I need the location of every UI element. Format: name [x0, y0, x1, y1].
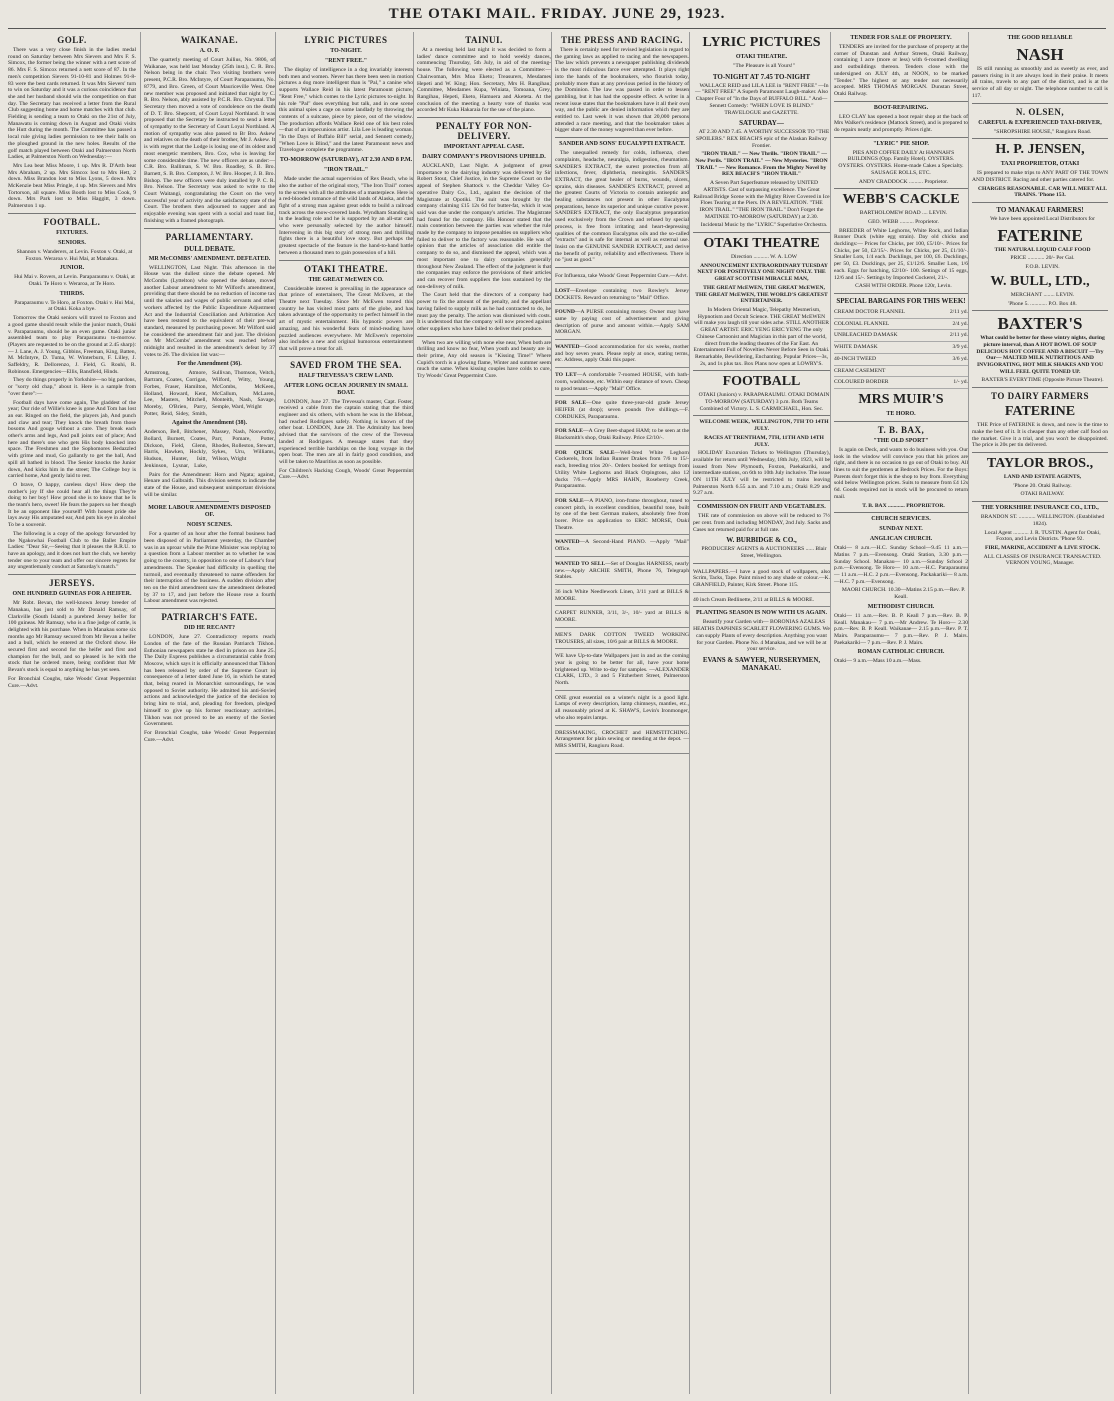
noes-list: Anderson, Bell, Bitchener, Bollard, Burnett, Coates, Dickson, Field, Glenn, Harris, Hawken, Hockly, Hudson, Hunter, Isitt, Jenkinson, Lysnar, Luke, Massey, Nash, Nosworthy, Parr, Pomare, Potter, Rhodes, Rolleston, Stewart, Sykes, Uru, Williams, Wilson, Wright — [144, 429, 275, 469]
golf-results: Mrs Lea beat Miss Moore, 1 up. Mrs R. D'Arth beat Mrs Abraham, 2 up. Mrs Simcox lost to Mrs Hett, 2 down. Miss Brandon lost to Miss Lyons, 5 down. Mrs McKenzie beat Miss Pringle, 4 up. Mrs Sievers and Mrs Tortorson, all square. Miss Booth lost to Miss Cook, 9 down. Mrs Park lost to Miss Haggitt, 3 down. Palmerston 1 up. — [8, 162, 136, 210]
divider — [417, 117, 551, 118]
nash-heading: NASH — [1016, 45, 1064, 64]
carpet-advert: CARPET RUNNER, 3/11, 3/-, 10/- yard at BILLS & MOORE. — [555, 608, 689, 627]
tonight-subheading: TO-NIGHT. — [330, 48, 362, 54]
rent-free-subheading: "RENT FREE." — [324, 58, 368, 64]
parliamentary-article: WELLINGTON, Last Night. This afternoon in the House was the dullest since the debate opened. Mr McCombs (Lyttelton) who opened the debate, moved another Labour amendment to Mr Wilford's amendment, providing that there should be no reduction of income tax until the salaries and wages of public servants and other workers affected by the Public Expenditure Adjustment Act and the Industrial Conciliation and Arbitration Act have been restored to the equivalent of their pre-war standard, measured by purchasing power. Mr Wilford said he considered the amendment fair and just. The division on Mr McCombs' amendment was reached before midnight and resulted in the amendment's defeat by 37 votes to 26. The division list was:— — [144, 264, 275, 358]
theatre-direction: Direction ........... W. A. LOW — [730, 254, 798, 261]
lyric-programme-2: AT 2.30 AND 7.45. A WORTHY SUCCESSOR TO "THE SPOILERS." REX BEACH'S epic of the Alaskan Railway Frontier. — [695, 129, 830, 149]
yorkshire-agent: Local Agent ........... J. R. TUSTIN. Agent for Otaki, Foxton, and Levin Districts. 'Phone 92. — [984, 529, 1101, 543]
taylor-phone: 'Phone 20. Otaki Railway. — [1013, 482, 1072, 489]
seniors-heading: SENIORS. — [58, 239, 86, 246]
webbs-heading: WEBB'S CACKLE — [842, 192, 960, 208]
bargain-price: 2/11 yd. — [949, 332, 968, 339]
bargain-price: 2/11 yd. — [949, 308, 968, 315]
wanted-notice — [555, 342, 689, 368]
divider — [693, 563, 830, 564]
divider — [972, 452, 1108, 453]
fixtures-heading: FIXTURES. — [56, 229, 88, 236]
lamps-advert: ONE great essential on a winter's night is a good light. Lamps of every description, lamp chimneys, mantles, etc., all reasonably priced at K. SHAW'S, Levin's Ironmonger, who also repairs lamps. — [555, 693, 689, 726]
webbs-address: BARTHOLOMEW ROAD .... LEVIN. — [859, 210, 948, 217]
methodist-services: Otaki— 11 a.m.—Rev. B. P. Keall 7 p.m.—Rev. B. P. Keall. Manakau— 7 p.m.—Mr Andrew. Te Horo— 2.30 p.m.—Rev. B. P. Keall. Waikanae— 2.15 p.m.—Rev. P. T. Mairs. Paraparaumu— 7 p.m.—Rev. P. J. Mairs. Paekakariki— 7 p.m.—Rev. P. J. Mairs. — [834, 612, 968, 646]
nash-body: IS still running as smoothly and as sweetly as ever, and passers rising in it are always loud in their praise. It meets all trains, travels to any part of the district, and is at the service of all day or night. The telephone number to call is 117. — [972, 66, 1108, 99]
lost-title: LOST — [555, 287, 570, 294]
divider — [190, 501, 229, 502]
catholic-services: Otaki— 9 a.m.—Mass 10 a.m.—Mass. — [834, 658, 922, 665]
jensen-heading: H. P. JENSEN, — [995, 142, 1085, 158]
piano-title: FOR SALE — [555, 497, 584, 504]
olsen-heading: N. OLSEN, — [1015, 106, 1065, 117]
good-reliable: THE GOOD RELIABLE — [1007, 35, 1073, 41]
holiday-excursion: HOLIDAY Excursion Tickets to Wellington (Thursday), available for return until Wednesday, 18th July, 1923, will be issued from New Plymouth, Foxton, Paekakariki, and intermediate stations, on 6th to 10th July inclusive. The issue ON 11TH JULY will be restricted to trains leaving Palmerston North 6.55 a.m. and 7.10 a.m.; Otaki 8.29 and 9.27 a.m. — [693, 450, 830, 497]
tolet-body: —A comfortable 7-roomed HOUSE, with bath-room, washhouse, etc. Within easy distance of town. Cheap to good tenant.—Apply "Mail" Office. — [555, 372, 689, 392]
juniors-fixtures: Hui Mai v. Rovers, at Levin. Paraparaumu v. Otaki, at Otaki. Te Horo v. Weraroa, at Te Horo. — [14, 274, 135, 287]
forsale1-title: FOR SALE — [555, 400, 587, 407]
divider — [834, 293, 968, 294]
waikanae-article: The quarterly meeting of Court Juilius, No. 9806, of Waikanae, was held last Monday (25th inst.), C. R. Bro. Nelson being in the chair. Two visiting brothers were present, P.C.R. Bro. McIntyre, of Court Paraparaumu, No. 8779, and Bro. Green, of Court Mauriceville West. One new member was proposed and initiated that night by C. R. Bro. Nelson, ably assisted by P.C.R. Bro. Chrystal. The Secretary then moved a vote of condolence on the death of D. T. Bro. Shepcott, of Court Loyal Northland. It was proposed that the Secretary be instructed to send a letter of sympathy to the Secretary of Court Loyal Northland. A motion of sympathy was also passed to Br Bro. Askew and relatives on the death of their brother, Mr J. Askew. It is with regret that the Lodge is losing one of its oldest and most energetic members, Bro. Cox, who is leaving for some considerable time. The new officers are as under:—C.R. Bro. Balliman, S. W. Bro. Roadley, S. B. Bro. Barnett, S. B. Bro. Compton, J. W. Bro. Hooper, J. B. Bro. Bishop. The new officers were duly installed by P. C. R. Bro. Nelson. The Secretary was asked to write to the Court Waitangi, congratulating the Court on the very successful year of activity and the satisfactory state of the Court. The brothers then adjourned to supper and an enjoyable evening was spent with a social and toast list, finishing with a framed photograph. — [144, 57, 275, 224]
jensen-charges: CHARGES REASONABLE. CAR WILL MEET ALL TRAINS. 'Phone 153. — [977, 185, 1108, 199]
football-article: Tomorrow the Otaki seniors will travel to Foxton and a good game should result while the junior match, Otaki v. Paraparaumu, should be an even game. Otaki junior assembled team to play Paraparaumu to-morrow. (Players are requested to be on the ground at 2.45 sharp):— J. Lane, A. J. Young, Gibbins, Freeman, King, Batten, M. McIntyre, D. Tuma, W. Winterburn, F. Lilley, J. Saffeldry, R. Dellorenzo, J. Field, G. Rouhi, R. Robinson. Emergencies—Ellis, Bansfield, Hinds. — [8, 315, 136, 375]
lyric-programme-3: A Seven Part Superfeature released by UNITED ARTISTS. Cast of surpassing excellence. The Great Railroad Bridge Scene with the Mighty River Covered in Ice Floes Tearing at the Piers. IN A REVELATION. "THE IRON TRAIL." "THE IRON TRAIL." Don't Forget the MATINEE TO-MORROW (SATURDAY) at 2.30. — [693, 180, 830, 220]
jensen-body: IS prepared to make trips to ANY PART OF THE TOWN AND DISTRICT. Racing and other parties catered for. — [972, 170, 1108, 183]
bargain-row — [834, 330, 968, 342]
divider — [834, 421, 968, 422]
penalty-subheading-2: DAIRY COMPANY'S PROVISIONS UPHELD. — [422, 154, 546, 161]
pie-proprietor: ANDY CRADDOCK .......... Proprietor. — [858, 178, 949, 185]
column-1 — [8, 32, 136, 1394]
divider — [279, 260, 413, 261]
column-5 — [551, 32, 689, 1394]
bargain-item: 40-INCH TWEED — [834, 355, 876, 362]
divider — [972, 103, 1108, 104]
quick-sale-notice — [555, 448, 689, 494]
theatre-subheading: THE GREAT McEWEN CO. — [308, 276, 384, 283]
parliamentary-article-2: Pairs for the Amendment: Horn and Ngata; against, Henare and Galbraith. This division seems to indicate the state of the House, and subsequent unimportant divisions will be similar. — [144, 471, 275, 498]
seniors-fixtures: Shannon v. Wanderers, at Levin. Foxton v. Otaki, at Foxton. Weraroa v. Hui Mai, at Manakau. — [16, 248, 133, 262]
column-2 — [140, 32, 275, 1394]
divider — [972, 501, 1108, 502]
wbull-sub: MERCHANT ........ LEVIN. — [1010, 291, 1075, 298]
bargain-row — [834, 366, 968, 378]
methodist-heading: METHODIST CHURCH. — [867, 603, 935, 610]
wallpaper-advert: WE have Up-to-date Wallpapers just in and as the coming year is going to be better for all, have your home brightened up. Write to-day for samples. —ALEXANDER CLARK, LTD., 3 and 5 Fitzherbert Street, Palmerston North. — [555, 651, 689, 691]
mcewen-list: THE GREAT McEWEN, THE GREAT McEWEN, THE GREAT McEWEN, THE WORLD'S GREATEST ENTERTAINER. — [695, 284, 828, 305]
penalty-article-2: The Court held that the directors of a company had power to fix the amount of the penalty, and the appellant having failed to supply milk as he had contracted to do, he must pay the penalty. The action was dismissed with costs. It is understood that the company will now proceed against other suppliers who have failed to deliver their produce. — [417, 292, 551, 332]
pie-heading: "LYRIC" PIE SHOP. — [873, 140, 929, 147]
otaki-theatre-advert-heading: OTAKI THEATRE — [703, 236, 820, 252]
divider — [834, 137, 968, 138]
divider — [834, 512, 968, 513]
noisy-subheading: NOISY SCENES. — [186, 522, 233, 529]
divider — [972, 387, 1108, 388]
bax-subheading: "THE OLD SPORT" — [873, 437, 929, 444]
taylor-address: OTAKI RAILWAY. — [1020, 491, 1065, 498]
for-sale-heifer — [555, 398, 689, 424]
found-title: FOUND — [555, 309, 575, 316]
divider — [8, 574, 136, 575]
saved-subheading: HALF TREVESSA'S CREW LAND. — [298, 372, 394, 379]
lyric-saturday: SATURDAY— — [739, 119, 784, 128]
maori-services: MAORI CHURCH. 10.30—Matins 2.15 p.m.—Rev. P. Keall. — [841, 587, 966, 601]
yorkshire-fire: FIRE, MARINE, ACCIDENT & LIVE STOCK. — [984, 544, 1101, 551]
anglican-services: Otaki— 8 a.m.—H.C. Sunday School—9.45 11 a.m.—Matins 7 p.m.—Evensong. Otaki Station, 3.30 p.m.—Sunday School. Manakau— 10 a.m.—Sunday School 2 p.m.—Evensong. Te Horo— 10 a.m.—H.C. Paraparaumu— 11 a.m.—H.C. 2 p.m.—Evensong. Packakariki— 8 a.m.—H.C. 7 p.m.—Evensong. — [834, 545, 968, 585]
burbidge-body: PRODUCERS' AGENTS & AUCTIONEERS ...... Blair Street, Wellington. — [701, 546, 827, 559]
ayes-heading: For the Amendment (36). — [177, 361, 242, 368]
to-let-notice — [555, 370, 689, 396]
peppermint-advert: For Bronchial Coughs, take Woods' Great Peppermint Cure.—Advt. — [144, 729, 275, 743]
lyric-tonight: TO-NIGHT AT 7.45 TO-NIGHT — [712, 72, 811, 81]
patriarch-article: LONDON, June 27. Contradictory reports reach London of the fate of the Russian Patriarch Tikhon. Esthonian newspapers state he died in prison on June 25. The Daily Express publishes a circumstantial cable from Moscow, which says it is officially announced that Tikhon has been released by order of the Supreme Court in consequence of a letter dated June 16, in which he stated that, being reared in Monarchist surroundings, he was opposed to Soviet authority. He admitted his anti-Soviet actions and acknowledged the justice of the decision to bring him to trial, and, pleading for freedom, pledged himself to give up his former reactionary activities. Tikhon was not proved to be an enemy of the Soviet Government. — [144, 634, 275, 728]
penalty-article: AUCKLAND, Last Night. A judgment of great importance to the dairying industry was delivered by Sir Robert Stout, Chief Justice, in the Supreme Court on the appeal of Stephen Shattock v. the Cheddar Valley Co-operative Dairy Co., Ltd., against the decision of the Magistrate at Opotiki. The suit was brought by the company claiming £15 12s 6d for butter-fat, which it was said was due under the company's articles. The Magistrate had found for the company. His Honour stated that the main contention between the parties was whether the rule made by the company to impose penalties on suppliers who failed to deliver to the factory was reasonable. He was of opinion that the articles of association did entitle the company to do so, and dismissed the appeal, which was a most important one to dairy companies generally throughout New Zealand. The effect of the judgment is that the companies may enforce the provisions of their articles and can recover from suppliers the loss sustained by the non-delivery of milk. — [417, 163, 551, 290]
press-heading: THE PRESS AND RACING. — [560, 35, 684, 45]
lyric-programme: WALLACE REID and LILA LEE in "RENT FREE" —In— "RENT FREE" A Superb Paramount Laugh-maker. Also Chapter Four of "In the Days of BUFFALO BILL." And— Sennett Comedy: "WHEN LOVE IS BLIND." TRAVELOGUE and GAZETTE. — [694, 82, 829, 116]
peppermint-advert: For Children's Hacking Cough, Woods' Great Peppermint Cure.—Advt. — [279, 467, 413, 481]
bargain-item: COLONIAL FLANNEL — [834, 320, 890, 327]
wallpapers-advert: WALLPAPERS.—I have a good stock of wallpapers, also Scrim, Tacks, Tape. Paint mixed to any shade or colour.—K. GRANFIELD, Painter, Kirk Street. Phone 115. — [693, 567, 830, 593]
influenza-advert: For Influenza, take Woods' Great Peppermint Cure.—Advt. — [555, 271, 689, 284]
church-heading: CHURCH SERVICES. — [871, 516, 931, 523]
boot-heading: BOOT-REPAIRING. — [873, 104, 929, 111]
wanted-body: —Good accommodation for six weeks, mother and boy seven years. Please reply at once, stating terms, etc. Address, apply Otaki this paper. — [555, 344, 689, 364]
lyric-heading: LYRIC PICTURES — [304, 35, 388, 45]
penalty-heading: PENALTY FOR NON-DELIVERY. — [435, 121, 533, 142]
divider — [693, 232, 830, 233]
found-body: —A PURSE containing money. Owner may have same by paying cost of advertisement and giving description of purse and amount within.—Apply SAM MORGAN. — [555, 309, 689, 336]
divider — [693, 415, 830, 416]
olsen-address: "SHROPSHIRE HOUSE," Rangiuru Road. — [993, 128, 1092, 135]
bax-body: Is again on Deck, and wants to do business with you. Our look in the window will convince you that his prices are right, and there is no occasion to go out of Otaki to buy. All lines to suit the gentlemen at Bedrock Prices. For the Boys: Parents don't forget this is the shop to buy from. Everything sold below Wellington prices. Suits to measure from £4 12s 6d. Goods required not in stock will be procured to return mail. — [834, 446, 968, 500]
wanted-title: WANTED — [555, 344, 580, 351]
bax-heading: T. B. BAX, — [877, 424, 925, 435]
lyric-pleasure: "The Pleasure is all Yours!" — [733, 63, 795, 69]
divider — [972, 202, 1108, 203]
theatre-announcement: ANNOUNCEMENT EXTRAORDINARY TUESDAY NEXT FOR POSITIVELY ONE NIGHT ONLY. THE GREAT SCOTTISH MIRACLE MAN, — [697, 262, 828, 283]
bargain-item: CREAM DOCTOR FLANNEL — [834, 308, 906, 315]
sanders-advert: The unequalled remedy for colds, influenza, chest complaints, headache, neuralgia, indigestion, rheumatism. SANDER'S EXTRACT, the surest protection from all infections, fever, diphtheria, meningitis. SANDER'S EXTRACT, the great healer of burns, wounds, ulcers, sprains, skin diseases. SANDER'S EXTRACT, proved at the greatest Courts of Victoria to contain antiseptic and healing substances not present in other Eucalyptus preparations, hence its superior and unique curative power. SANDER'S EXTRACT, the only Eucalyptus preparation used exclusively from the Crown and refused by special process, is free from irritating and heart-depressing qualities of the common Eucalyptus oils and the so-called "extracts" and is safe for internal as well as external use. Insist on the GENUINE SANDER EXTRACT, and derive the benefit of purity, reliability and effectiveness. There is no "just as good." — [555, 150, 689, 264]
evans-sawyer: EVANS & SAWYER, NURSERYMEN, MANAKAU. — [702, 656, 821, 672]
piano-body: —A PIANO, iron-frame throughout, tuned to concert pitch, in excellent condition, beautiful tone, built by one of the best German makers, absolutely free from borer. Price on application to ERIC MORSE, Otaki Theatre. — [555, 497, 689, 531]
bargain-price: 3/9 yd. — [952, 344, 968, 351]
bargain-item: UNBLEACHED DAMASK — [834, 332, 898, 339]
wbull-heading: W. BULL, LTD., — [990, 273, 1090, 289]
webbs-cash: CASH WITH ORDER. Phone 120r, Levin. — [855, 283, 952, 290]
muirs-heading: MRS MUIR'S — [858, 391, 944, 407]
wbull-phone: 'Phone 5. ............ P.O. Box 48. — [1008, 300, 1077, 307]
church-subheading: SUNDAY NEXT. — [879, 526, 923, 533]
wanted3-title: WANTED TO SELL — [555, 560, 606, 567]
poem-intro: They do things properly in Yorkshire—no big pardons, or "sorry old chap," about it. Here is a sample from "over there":— — [8, 377, 136, 397]
welcome-week: WELCOME WEEK, WELLINGTON, 7TH TO 14TH JULY. — [699, 419, 829, 433]
jerseys-article: Mr Robt. Bevan, the well-known Jersey breeder of Manakau, has just sold to Mr Donald Ramsay, of Clarkville (South Island) a purebred Jersey heifer for 100 guineas. Mr Ramsay, who is a fine judge of cattle, is delighted with his purchase. When in Manakau some six months ago Mr Ramsay secured from Mr Bevan a heifer and a bull, which he entered at the Oxford show. He secured first and second for the heifer and first and champion for the bull, and so pleased is he with the stock that he ordered more, being confident that Mr Bevan's stock is equal to anything he has yet seen. — [8, 600, 136, 674]
football-heading: FOOTBALL. — [43, 216, 101, 227]
column-3 — [275, 32, 413, 1394]
tainui-article: At a meeting held last night it was decided to form a ladies' dance committee and to hold weekly dances, commencing Thursday, 5th July, in aid of the meeting-house. The following were elected as a Committee:—Chairwoman, Mrs Moa Eketo; Treasurers, Mesdames Hepeti and W. King; Hon. Secretary, Mrs H. Rangihau; Committee, Mesdames Kupa, Winiata, Tomoana, Grey, Rangihau, Hepeti, Eketo, Hamuera and Aketeta. At the conclusion of the meeting a hearty vote of thanks was accorded Mr Kuka Hakaraia for the use of the piano. — [417, 47, 551, 114]
football-advert-heading: FOOTBALL — [722, 374, 801, 390]
muirs-subheading: TE HORO. — [886, 410, 916, 417]
bargain-price: 3/6 yd. — [952, 355, 968, 362]
column-8 — [968, 32, 1108, 1394]
bargain-row — [834, 354, 968, 366]
iron-trail-subheading: "IRON TRAIL." — [323, 167, 369, 174]
taylor-heading: TAYLOR BROS., — [986, 455, 1094, 471]
bargains-heading: SPECIAL BARGAINS FOR THIS WEEK! — [836, 296, 966, 305]
jerseys-subheading: ONE HUNDRED GUINEAS FOR A HEIFER. — [12, 591, 132, 598]
bargain-row — [834, 319, 968, 331]
divider — [693, 370, 830, 371]
bedlinette-advert: 40 inch Cream Bedlinette, 2/11 at BILLS & MOORE. — [693, 595, 830, 608]
kissing-time-advert: When two are willing with none else near, When both are thrilling and know no fear, When youth and beauty are in their prime, Any old season is "Kissing Time!" Where Cupid's torch is a glowing flame, Winter and summer seem much the same. When kissing couples have colds to cure, Try Woods' Great Peppermint Cure. — [417, 339, 551, 380]
anglican-heading: ANGLICAN CHURCH. — [869, 536, 933, 543]
football-poem: Football days have come again, The gladdest of the year; Our ride of Willie's knee is gone And Tom has lost an ear. Ringed on the field, the players jab, And punch and claw and tear; They knock the breath from those bosoms And gouge without a care. They break each other's arms and legs, And pull joints out of place; And here and there's one who gets His body knocked into space. The Freshmen and the Sophomores Bedazzled with grime and mud, Go gallantly to get the ball, And spill all bathed in blood. The Senior knocks the Junior down, And kicks him in the street; The College boy is carried home, And gently laid to rest. — [8, 399, 136, 480]
lost-body: —Envelope containing two Rowley's Jersey DOCKETS. Reward on returning to "Mail" Office. — [555, 287, 689, 301]
dairy-farmers-heading: TO DAIRY FARMERS — [990, 391, 1090, 402]
catholic-heading: ROMAN CATHOLIC CHURCH. — [857, 649, 945, 656]
press-article: There is certainly need for revised legislation in regard to the gaming laws as applied to racing and the newspapers. The law which prevents a newspaper publishing dividends is the most ridiculous farce ever attempted. It plays right into the hands of the bookmakers, who flourish today, probably more than at any previous period in the history of the Dominion. The law was passed in order to lessen gambling, but it has had the opposite effect. A writer in a recent issue states that the bookmakers have it all their own way, and the public are denied information which they are entitled to. Last week it was shown that 20,000 persons attended a race meeting, and that the bookmaker takes a bigger share of the money wagered than ever before. — [555, 47, 689, 134]
yorkshire-heading: THE YORKSHIRE INSURANCE CO., LTD., — [981, 505, 1099, 512]
yorkshire-classes: ALL CLASSES OF INSURANCE TRANSACTED. VERNON YOUNG, Manager. — [983, 553, 1102, 567]
faterine-heading-2: FATERINE — [1004, 404, 1076, 420]
apology-article: The following is a copy of the apology forwarded by the Ngakowhai Football Club to the Ballet Empire Ladies: "Dear Sir,—Seeing that it pleases the R.R.U. to have an apology, and it does not hurt the club, we hereby tender one to your team and offer our sincere regrets for any ungentlemanly conduct at Saturday's match." — [8, 530, 136, 571]
penalty-subheading: IMPORTANT APPEAL CASE. — [443, 144, 525, 151]
baxters-heading: BAXTER'S — [997, 314, 1083, 334]
football-advert-body: OTAKI (Juniors) v. PARAPARAUMU. OTAKI DOMAIN TO-MORROW (SATURDAY) 3 p.m. Both Teams Combined of Victory. L. S. CARMICHAEL, Hon. Sec. — [698, 392, 830, 412]
wanted2-body: —A Second-Hand PIANO. —Apply "Mail" Office. — [555, 539, 689, 553]
divider — [972, 138, 1108, 139]
lyric-advert-heading: LYRIC PICTURES — [702, 35, 821, 50]
jensen-subheading: TAXI PROPRIETOR, OTAKI — [1000, 161, 1080, 168]
forsale2-title: FOR SALE — [555, 428, 584, 435]
peppermint-advert: For Bronchial Coughs, take Woods' Great Peppermint Cure.—Advt. — [8, 675, 136, 689]
divider — [834, 101, 968, 102]
planting-heading: PLANTING SEASON IS NOW WITH US AGAIN. — [696, 610, 827, 617]
parliamentary-subheading: DULL DEBATE. — [184, 244, 235, 253]
webbs-proprietor: GEO. WEBB .......... Proprietor. — [868, 218, 939, 225]
lost-notice — [555, 286, 689, 305]
wanted-sell-notice — [555, 559, 689, 585]
patriarch-heading: PATRIARCH'S FATE. — [161, 612, 258, 623]
bargain-row — [834, 342, 968, 354]
divider — [144, 608, 275, 609]
trentham-races: RACES AT TRENTHAM, 7TH, 11TH AND 14TH JULY. — [704, 434, 824, 448]
labour-article: For a quarter of an hour after the formal business had been disposed of in Parliament yesterday, the Chamber was in an uproar while the Prime Minister was replying to a question from a Labour member as to whether he was going to the country, in opposition to one of Labour's four amendments. The Speaker had difficulty in quelling the turmoil, and eventually threatened to name offenders for their interruption of the business. A sudden division after ten on the third amendment saw the amendment defeated by 37 to 17, and just before the House rose a fourth Labour amendment was rejected. — [144, 531, 275, 605]
saved-subheading-2: AFTER LONG OCEAN JOURNEY IN SMALL BOAT. — [284, 382, 408, 396]
found-notice — [555, 307, 689, 340]
forsale3-body: —Well-bred White Leghorn Cockerels, from Indian Runner Drakes from 7/6 to 15/- each, breeding trios 20/-. Orders booked for settings from Utility White Leghorns and Black Orpingtons, also 12 ducks 7/6.—Apply MRS HAHN, Roseberry Creek, Paraparaumu. — [555, 449, 689, 490]
faterine-price: PRICE ............ 20/- Per Gal. — [1010, 255, 1075, 262]
commission-heading: COMMISSION ON FRUIT AND VEGETABLES. — [697, 504, 826, 511]
iron-trail-list: "IRON TRAIL" — New Thrills. "IRON TRAIL" — New Perils. "IRON TRAIL" — New Mysteries. "IRON TRAIL" — New Romance. From the Mighty Novel by REX BEACH'S "IRON TRAIL" — [695, 151, 828, 178]
forsale1-body: —One quite three-year-old grade Jersey HEIFER (at drop); seven pounds five shillings.—F. CORDUKES, Paraparaumu. — [555, 400, 689, 420]
bargain-list — [834, 307, 968, 389]
forsale3-title: FOR QUICK SALE — [555, 449, 615, 456]
thirds-heading: THIRDS. — [59, 290, 85, 297]
webbs-body: BREEDER of White Leghorns, White Rock, and Indian Runner Duck (white egg strain). Day old chicks and ducklings:— Prices for Chicks, per 100, £5/10/-. Prices for Chicks, per 50, £2/15/-. Prices for Chicks, per 25, £1/10/-. Smaller Lots, 1/4 each. Ducklings, per 100, £6. Ducklings, per 50, £3. Ducklings, per 25, £1/12/6. Smaller Lots, 1/6 each. Eggs for hatching, £2/10/- 100. Settings of 15 eggs, 12/6 and 15/-. Settings by Imported Cockerel, 21/-. — [834, 227, 968, 281]
boot-body: LEO CLAY has opened a boot repair shop at the back of Mrs Walker's residence (Mattock Street), and is prepared to do repairs neatly and promptly. Prices right. — [834, 113, 968, 134]
parliamentary-subheading-2: MR McCOMBS' AMENDMENT. DEFEATED. — [148, 255, 271, 262]
column-7 — [830, 32, 968, 1394]
patriarch-subheading: DID HE RECANT? — [183, 625, 235, 632]
bargain-item: COLOURED BORDER — [834, 379, 889, 386]
faterine-body: THE Price of FATERINE is down, and now is the time to make the best of it. It is cheaper than any other calf food on the market. Give it a trial, and you won't be disappointed. The price is 20s per tin delivered. — [972, 422, 1108, 449]
planting-body: Beautify your Garden with— BORONIAS AZALEAS HEATHS DAPHNES SCARLET FLOWERING GUMS. We can supply Plants of every description. Anything you want for your Garden. Phone No. 4 Manakau, and we will be at your service. — [693, 619, 830, 653]
faterine-sub: THE NATURAL LIQUID CALF FOOD — [994, 246, 1091, 253]
thirds-fixtures: Paraparaumu v. Te Horo, at Foxton. Otaki v. Hui Mai, at Otaki. Koka a bye. — [14, 299, 135, 313]
pie-body: PIES AND COFFEE DAILY At HANNAH'S BUILDINGS (Opp. Family Hotel). OYSTERS. OYSTERS. OYSTERS. Home-made Cakes a Specialty. SAUSAGE ROLLS, ETC. — [838, 149, 964, 176]
dressmaking-advert: DRESSMAKING, CROCHET and HEMSTITCHING. Arrangement for plain sewing or mending at the depot. — MRS SMITH, Rangiuru Road. — [555, 728, 689, 754]
noes-heading: Against the Amendment (38). — [172, 420, 247, 427]
divider — [834, 188, 968, 189]
for-sale-ham — [555, 426, 689, 445]
divider — [144, 228, 275, 229]
tolet-title: TO LET — [555, 372, 577, 379]
ayes-list: Armstrong, Atmore, Bartram, Coates, Corrigan, Forbes, Fraser, Hamilton, Holland, Howard, Kent, Lee, Masters, Mitchell, Moreby, O'Brien, Parry, Potter, Reid, Sidey, Smith, Sullivan, Thomson, Veitch, Wilford, Witty, Young, McCombs, McKeen, McCallum, McLaren, Monteith, Nash, Savage, Semple, Ward, Wright — [144, 370, 275, 417]
jerseys-heading: JERSEYS. — [49, 578, 95, 589]
commission-body: THE rate of commission on above will be reduced to 7½ per cent. from and including MONDAY, 2nd July. Sacks and Cases not returned paid for at full rate. — [693, 513, 830, 533]
faterine-fob: F.O.B. LEVIN. — [1025, 264, 1060, 271]
mcewen-details: In Modern Oriental Magic, Telepathy Mesmerism, Hypnotism and Occult Science. THE GREAT McEWEN will make you laugh till your sides ache. STILL ANOTHER GREAT ARTIST. ERIC YENG ERIC YENG The only Chinese Cartoonist and Magician in this part of the world, direct from the leading theatres of the Far East. An Entertainment Full of Novelties Never Before Seen in Otaki. Remarkable, Bewildering, Enchanting. Popular Prices—3s, 2s, and 1s plus tax. Box Plans now open at LOWRY'S. — [693, 306, 830, 367]
linen-advert: 36 inch White Needlework Linen, 3/11 yard at BILLS & MOORE. — [555, 587, 689, 606]
column-6 — [689, 32, 830, 1394]
forsale2-body: —A Grey Beet-shaped HAM; to be seen at the Blacksmith's shop, Otaki Railway. Price £2/10/-. — [555, 428, 689, 442]
football-poem-2: O brave, O happy, careless days! How deep the mother's joy If she could hear all the things They're doing to her boy! How proud she is to know that he Is the team's hero, sweet! He fears the papers so her though It be an opponent like yourself! With honest pride she lays away His amputated ear, And puts his eye in alcohol To be a souvenir. — [8, 481, 136, 529]
farmers-body: We have been appointed Local Distributors for — [990, 216, 1095, 223]
bargain-row — [834, 307, 968, 319]
bargain-price: 1/- yd. — [953, 379, 968, 386]
tender-heading: TENDER FOR SALE OF PROPERTY. — [850, 35, 952, 41]
sanders-heading: SANDER AND SONS' EUCALYPTI EXTRACT. — [559, 141, 685, 148]
parliamentary-heading: PARLIAMENTARY. — [165, 231, 254, 242]
divider — [8, 213, 136, 214]
aof-subheading: A. O. F. — [199, 48, 220, 54]
divider — [417, 336, 551, 337]
bargain-item: WHITE DAMASK — [834, 344, 878, 351]
juniors-heading: JUNIOR. — [59, 265, 85, 272]
wanted-piano-notice — [555, 537, 689, 556]
trousers-advert: MEN'S DARK COTTON TWEED WORKING TROUSERS, all sizes, 10/6 pair at BILLS & MOORE. — [555, 630, 689, 649]
piano-sale-notice — [555, 496, 689, 536]
faterine-heading: FATERINE — [997, 225, 1083, 245]
divider — [693, 500, 830, 501]
labour-heading: MORE LABOUR AMENDMENTS DISPOSED OF. — [148, 505, 271, 519]
lyric-advert-sub: OTAKI THEATRE. — [735, 54, 788, 60]
taylor-sub: LAND AND ESTATE AGENTS, — [1003, 473, 1082, 480]
divider — [279, 356, 413, 357]
saved-article: LONDON, June 27. The Trevessa's master, Capt. Foster, received a cable from the captain stating that the third engineer and six others, with whom he was in the lifeboat, had reached Rodrigues safely. Nothing is known of the other boat. LONDON, June 28. The Admiralty has been advised that the survivors of the crew of the Trevessa landed at Rodrigues. A message states that they experienced terrible hardships on the long voyage in the open boat. The men are all in fairly good condition, and will be taken to Mauritius as soon as possible. — [279, 398, 413, 465]
lyric-article-2: Made under the actual supervision of Rex Beach, who is also the author of the original story, "The Iron Trail" comes to the screen with all the attributes of a masterpiece. Here is a red-blooded romance of the wild lands of Alaska, and the fight of a strong man against great odds to build a railroad track across the snow-covered lands. Wyndham Standing is in the leading role and he is supported by an all-star cast who were personally selected by the author himself. Intervening in this big story of strong men and thrilling fights there is a beautiful love story. But perhaps the greatest spectacle of the feature is the hand-to-hand battle between a thousand men to gain possession of a hill. — [279, 176, 413, 256]
tainui-heading: TAINUI. — [465, 35, 503, 45]
divider — [555, 267, 689, 268]
divider — [972, 310, 1108, 311]
waikanae-heading: WAIKANAE. — [180, 35, 239, 45]
tomorrow-subheading: TO-MORROW (SATURDAY), AT 2.30 AND 8 P.M. — [279, 157, 413, 164]
golf-article: There was a very close finish in the ladies medal round on Saturday between Mrs Sievers and Mrs F. S. Simcox, the former being the winner with a nett score of 86. Mrs F. S. Simcox returned a nett score of 87. In the men's competition Sievers 91-10-81 and Holmes 91-8-83 were the best cards returned. It was Mrs Sievers' turn to win on Saturday and it was a curious coincidence that she and her husband should win the competition on that day. The Secretary has received a letter from the Rural Club suggesting home and home matches with that club. Fielding is sending a team to Otaki on the 21st of July, Manawatu is coming down in August and Otaki visits the Hutt during the month. The Committee has passed a local rule giving ladies permission to tee their balls on the ploughed ground in the new holes. Results of the golf match played between Otaki and Palmerston North Ladies, at Palmerston North on Wednesday:— — [8, 47, 136, 161]
golf-heading: GOLF. — [57, 35, 87, 45]
masthead: THE OTAKI MAIL. FRIDAY. JUNE 29, 1923. — [388, 6, 726, 22]
bargain-item: CREAM CASEMENT — [834, 367, 886, 374]
bargain-price: 2/4 yd. — [952, 320, 968, 327]
theatre-article: Considerable interest is prevailing in the appearance of that prince of entertainers, The Great McEwen, at the Theatre next Tuesday. Since Mr McEwen toured this country he has visited most parts of the globe, and has taken advantage of the opportunity to perfect himself in the art of mystic entertainment. His hypnotic powers are amazing, and his wonderful feats of mind-reading have puzzled audiences everywhere. Mr McEwen's repertoire also includes a new and original humorous entertainment that will prove a treat for all. — [279, 285, 413, 352]
wanted3-body: —Set of Douglas HARNESS, nearly new.—Apply ARCHIE SMITH, Phone 76, Telegraph Stables. — [555, 560, 689, 581]
tender-body: TENDERS are invited for the purchase of property at the corner of Dunstan and Arthur Streets, Otaki Railway, containing 1 acre (more or less) with 6-roomed dwelling and outbuildings thereon. Tenders close with the undersigned on JULY 4th, at NOON, to be marked "Tender." The highest or any tender not necessarily accepted. MRS THOMAS MORGAN. Dunstan Street, Otaki Railway. — [834, 44, 968, 97]
lyric-music: Incidental Music by the "LYRIC" Superlative Orchestra. — [700, 222, 828, 229]
lyric-article: The display of intelligence in a dog invariably interests both men and women. Never has there been seen in motion pictures a dog more intelligent than is "Pal," a canine who supports Wallace Reid in his latest Paramount picture, "Rent Free," which comes to the Lyric pictures to-night. In his role "Pal" does everything but talk, and in one scene this animal spies a cage on some landlady by throwing the contents of a suitcase, piece by piece, out of the window. The production affords Wallace Reid one of his best roles—that of an impecunious artist. Lila Lee is leading woman. "In the Days of Buffalo Bill" serial, and Sennett comedy, "When Love is Blind," and the latest Paramount news and Travelogue complete the programme. — [279, 67, 413, 154]
divider — [555, 137, 689, 138]
masthead-rule — [8, 28, 1106, 29]
burbidge-heading: W. BURBIDGE & CO., — [726, 536, 797, 545]
baxters-footer: BAXTER'S EVERYTIME (Opposite Picture Theatre). — [981, 377, 1104, 384]
farmers-heading: TO MANAKAU FARMERS! — [996, 206, 1084, 215]
yorkshire-body: BRANDON ST. ............ WELLINGTON. (Established 1824). — [980, 514, 1105, 527]
bargain-row — [834, 377, 968, 389]
saved-heading: SAVED FROM THE SEA. — [290, 359, 402, 370]
column-4 — [413, 32, 551, 1394]
bax-proprietor: T. B. BAX ............ PROPRIETOR. — [862, 502, 945, 509]
theatre-heading: OTAKI THEATRE. — [303, 263, 389, 274]
olsen-subheading: CAREFUL & EXPERIENCED TAXI-DRIVER, — [978, 119, 1102, 126]
wanted2-title: WANTED — [555, 539, 580, 546]
baxters-body: What could be better for these wintry nights, during picture interval, than A HOT BOWL OF SOUP DELICIOUS HOT COFFEE AND A BISCUIT —Try Our— MALTED MILK NUTRITIOUS AND INVIGORATING, HOT MILK SHAKES AND YOU WILL FEEL QUITE TONED UP. — [976, 335, 1105, 375]
